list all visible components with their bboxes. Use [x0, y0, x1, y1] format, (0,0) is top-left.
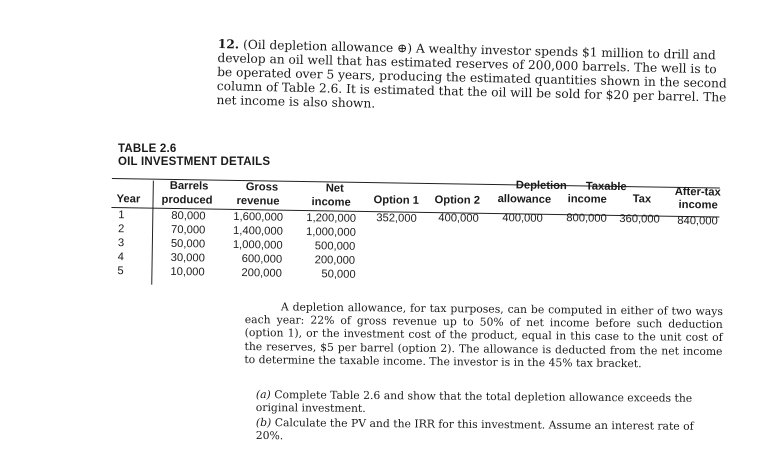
question-a [256, 388, 722, 418]
row1-taxable: 800,000 [566, 212, 607, 225]
row4-gross: 600,000 [241, 253, 283, 266]
row2-barrels: 70,000 [171, 223, 206, 237]
header-option-1: Option 1 [373, 194, 420, 207]
table-year-divider [151, 181, 154, 285]
row5-net: 50,000 [321, 268, 356, 281]
row3-net: 500,000 [314, 240, 356, 253]
header-year: Year [116, 193, 141, 206]
row2-net: 1,000,000 [305, 226, 356, 239]
header-gross-2: revenue [236, 194, 280, 208]
header-net-2: income [311, 196, 351, 209]
header-option-2: Option 2 [434, 194, 481, 207]
question-b-label: (b) [255, 416, 272, 430]
row4-year: 4 [117, 251, 124, 264]
depletion-explanation [244, 300, 723, 371]
header-depletion-1: Depletion [515, 179, 567, 193]
header-aftertax-1: After-tax [674, 185, 721, 199]
row1-tax: 360,000 [619, 212, 660, 226]
row1-net: 1,200,000 [306, 212, 357, 225]
problem-text: (Oil depletion allowance ⊕) A wealthy investor spends $1 million to drill and develop an oil well that has estimated reserves of 200,000 barrels. The well is to be operated over 5 years, producing the estimated quantities shown in the second column of Table 2.6. It is estimated that the oil will be sold for $20 per barrel. The net income is also shown. [216, 37, 727, 111]
oil-investment-table [110, 172, 732, 294]
row3-barrels: 50,000 [170, 237, 206, 251]
row1-barrels: 80,000 [171, 209, 206, 223]
header-net-1: Net [325, 182, 344, 195]
row1-depletion: 400,000 [502, 212, 543, 225]
row1-year: 1 [118, 209, 125, 222]
row1-aftertax: 840,000 [677, 214, 718, 228]
problem-number: 12. [217, 37, 240, 52]
row5-gross: 200,000 [241, 267, 282, 280]
row1-option1: 352,000 [376, 212, 417, 225]
header-tax: Tax [632, 193, 652, 206]
header-depletion-2: allowance [497, 193, 552, 206]
question-a-label: (a) [255, 388, 271, 402]
row4-net: 200,000 [314, 254, 356, 267]
row4-barrels: 30,000 [170, 251, 205, 265]
row5-year: 5 [117, 265, 124, 278]
question-b-text: Calculate the PV and the IRR for this investment. Assume an interest rate of 20%. [255, 416, 694, 443]
paragraph-text: A depletion allowance, for tax purposes, can be computed in either of two ways each year: 22% of gross revenue up to 50% of net income before such deduction (option 1), or the investment cost of the product, equal in this case to the unit cost of the reserves, $5 per barrel (option 2). The allowance is deducted from the net income to determine the taxable income. The investor is in the 45% tax bracket. [244, 300, 723, 370]
header-taxable-1: Taxable [585, 180, 627, 194]
problem-statement [216, 37, 727, 119]
row3-gross: 1,000,000 [232, 238, 283, 252]
row2-year: 2 [118, 223, 125, 236]
row1-gross: 1,600,000 [233, 210, 284, 224]
row5-barrels: 10,000 [170, 265, 205, 279]
header-barrels-2: produced [161, 193, 213, 207]
header-taxable-2: income [567, 193, 607, 206]
header-aftertax-2: income [678, 198, 718, 212]
table-title: OIL INVESTMENT DETAILS [118, 156, 271, 168]
question-a-text: Complete Table 2.6 and show that the total depletion allowance exceeds the original investment. [255, 388, 693, 415]
header-barrels-1: Barrels [169, 179, 209, 193]
row3-year: 3 [117, 237, 125, 250]
row1-option2: 400,000 [438, 212, 479, 225]
table-label: TABLE 2.6 [118, 143, 177, 155]
question-b [256, 416, 722, 446]
header-gross-1: Gross [245, 181, 279, 194]
row2-gross: 1,400,000 [232, 224, 283, 238]
